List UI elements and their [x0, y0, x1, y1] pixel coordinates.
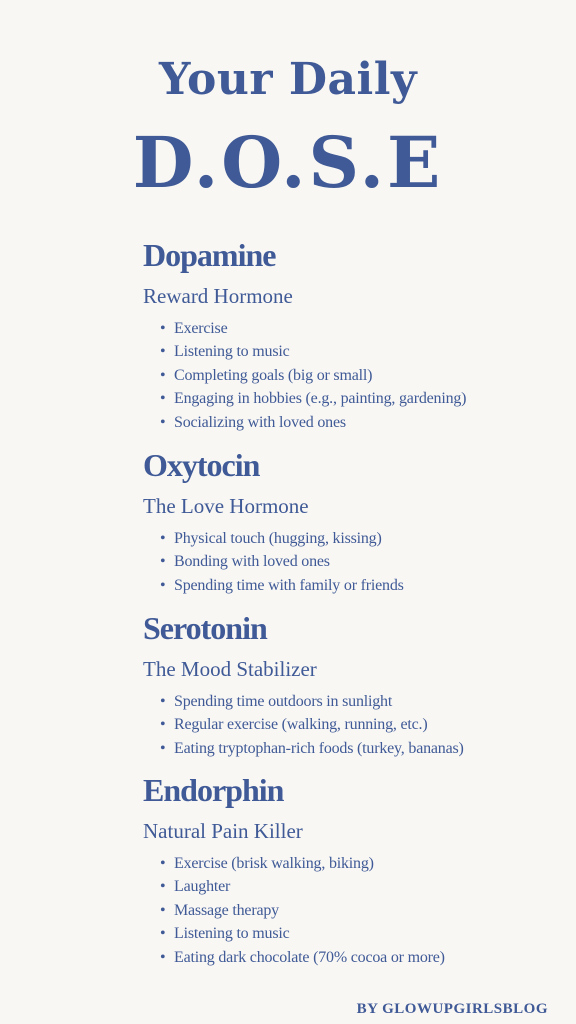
list-item — [143, 899, 556, 922]
section-heading: Serotonin — [143, 610, 267, 646]
activity-list — [143, 317, 556, 434]
section-oxytocin — [143, 449, 556, 597]
bullet-icon: • — [160, 925, 166, 943]
bullet-icon: • — [160, 576, 166, 594]
section-subtitle: The Mood Stabilizer — [143, 657, 317, 681]
list-item — [143, 340, 556, 363]
footer-credit: BY GLOWUPGIRLSBLOG — [356, 1001, 548, 1017]
bullet-icon: • — [160, 716, 166, 734]
section-serotonin — [143, 612, 556, 760]
activity-list — [143, 690, 556, 760]
list-item — [143, 317, 556, 340]
list-item-text: Spending time with family or friends — [174, 576, 404, 594]
bullet-icon: • — [160, 878, 166, 896]
bullet-icon: • — [160, 553, 166, 571]
activity-list — [143, 527, 556, 597]
list-item-text: Socializing with loved ones — [174, 413, 346, 431]
list-item-text: Eating tryptophan-rich foods (turkey, bananas) — [174, 739, 464, 757]
section-subtitle: The Love Hormone — [143, 494, 309, 518]
list-item — [143, 574, 556, 597]
bullet-icon: • — [160, 413, 166, 431]
list-item-text: Listening to music — [174, 343, 290, 361]
list-item — [143, 922, 556, 945]
list-item — [143, 387, 556, 410]
bullet-icon: • — [160, 530, 166, 547]
bullet-icon: • — [160, 390, 166, 408]
bullet-icon: • — [160, 343, 166, 361]
section-heading: Dopamine — [143, 237, 276, 273]
list-item-text: Completing goals (big or small) — [174, 366, 373, 384]
page-title: Your Daily — [158, 54, 418, 105]
page-title-acronym: D.O.S.E — [132, 121, 444, 204]
list-item-text: Exercise — [174, 320, 228, 337]
list-item-text: Engaging in hobbies (e.g., painting, gardening) — [174, 390, 467, 408]
list-item-text: Physical touch (hugging, kissing) — [174, 530, 382, 547]
list-item — [143, 364, 556, 387]
section-heading: Oxytocin — [143, 447, 260, 483]
list-item-text: Regular exercise (walking, running, etc.) — [174, 716, 428, 734]
list-item — [143, 946, 556, 969]
list-item-text: Laughter — [174, 878, 231, 896]
list-item — [143, 737, 556, 760]
section-subtitle: Natural Pain Killer — [143, 819, 303, 843]
list-item-text: Massage therapy — [174, 901, 279, 919]
section-dopamine — [143, 239, 556, 434]
bullet-icon: • — [160, 948, 166, 966]
list-item-text: Bonding with loved ones — [174, 553, 330, 571]
list-item — [143, 690, 556, 713]
list-item — [143, 411, 556, 434]
list-item — [143, 875, 556, 898]
list-item — [143, 713, 556, 736]
list-item-text: Eating dark chocolate (70% cocoa or more) — [174, 948, 445, 966]
list-item — [143, 550, 556, 573]
list-item — [143, 527, 556, 550]
bullet-icon: • — [160, 855, 166, 872]
list-item-text: Exercise (brisk walking, biking) — [174, 855, 374, 872]
bullet-icon: • — [160, 320, 166, 337]
section-subtitle: Reward Hormone — [143, 284, 293, 308]
bullet-icon: • — [160, 366, 166, 384]
list-item — [143, 852, 556, 875]
bullet-icon: • — [160, 901, 166, 919]
list-item-text: Listening to music — [174, 925, 290, 943]
list-item-text: Spending time outdoors in sunlight — [174, 693, 393, 710]
bullet-icon: • — [160, 693, 166, 710]
bullet-icon: • — [160, 739, 166, 757]
section-heading: Endorphin — [143, 772, 284, 808]
activity-list — [143, 852, 556, 969]
section-endorphin — [143, 774, 556, 969]
